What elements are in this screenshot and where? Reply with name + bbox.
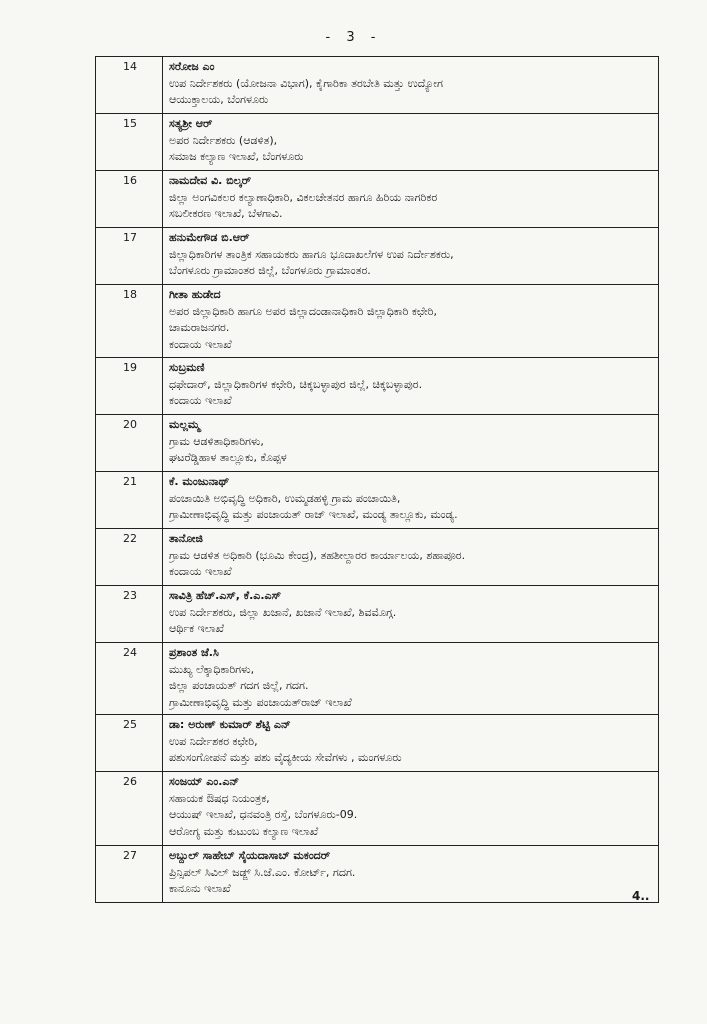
entry-details (163, 358, 659, 415)
person-name: ಡಾ: ಅರುಣ್ ಕುಮಾರ್ ಶೆಟ್ಟಿ ಎನ್ (169, 718, 291, 731)
serial-number: 21 (96, 472, 163, 529)
entry-details (163, 643, 659, 715)
table-row (96, 415, 659, 472)
entry-details (163, 846, 659, 903)
person-name: ಸುಬ್ರಮಣಿ (169, 361, 205, 374)
designation-line: ಗ್ರಾಮ ಆಡಳಿತಾಧಿಕಾರಿಗಳು, (169, 434, 264, 448)
table-row (96, 586, 659, 643)
designation-line: ಗ್ರಾಮೀಣಾಭಿವೃದ್ಧಿ ಮತ್ತು ಪಂಚಾಯತ್‌ರಾಜ್ ಇಲಾಖೆ (169, 695, 352, 709)
awardee-table (95, 56, 659, 903)
designation-line: ಕಾನೂನು ಇಲಾಖೆ (169, 882, 231, 895)
designation-line: ಉಪ ನಿರ್ದೇಶಕರ ಕಛೇರಿ, (169, 734, 258, 748)
table-row (96, 846, 659, 903)
person-name: ಸಂಜಯ್ ಎಂ.ಎನ್ (169, 775, 240, 788)
serial-number: 14 (96, 57, 163, 114)
entry-details (163, 171, 659, 228)
person-name: ಮಲ್ಲಮ್ಮ (169, 418, 200, 431)
designation-line: ಪ್ರಿನ್ಸಿಪಲ್ ಸಿವಿಲ್ ಜಡ್ಜ್ ಸಿ.ಜೆ.ಎಂ. ಕೋರ್ಟ್, ಗದಗ. (169, 865, 356, 879)
designation-line: ಪಶುಸಂಗೋಪನೆ ಮತ್ತು ಪಶು ವೈದ್ಯಕೀಯ ಸೇವೆಗಳು , ಮಂಗಳೂರು (169, 751, 402, 764)
person-name: ಅಬ್ದುಲ್ ಸಾಹೇಬ್ ಸೈಯದಾಸಾಬ್ ಮಕಂದರ್ (169, 849, 331, 862)
designation-line: ಜಿಲ್ಲಾ ಅಂಗವಿಕಲರ ಕಲ್ಯಾಣಾಧಿಕಾರಿ, ವಿಕಲಚೇತನರ ಹಾಗೂ ಹಿರಿಯ ನಾಗರಿಕರ (169, 190, 438, 204)
designation-line: ಸಮಾಜ ಕಲ್ಯಾಣ ಇಲಾಖೆ, ಬೆಂಗಳೂರು (169, 150, 304, 163)
designation-line: ಅಪರ ಜಿಲ್ಲಾಧಿಕಾರಿ ಹಾಗೂ ಅಪರ ಜಿಲ್ಲಾದಂಡಾನಾಧಿಕಾರಿ ಜಿಲ್ಲಾಧಿಕಾರಿ ಕಛೇರಿ, (169, 304, 437, 318)
person-name: ನಾಮದೇವ ವಿ. ಬಿಲ್ಕರ್ (169, 174, 252, 187)
designation-line: ಆಯುಕ್ತಾಲಯ, ಬೆಂಗಳೂರು (169, 93, 269, 106)
page-number: - 3 - (325, 30, 382, 45)
serial-number: 27 (96, 846, 163, 903)
designation-line: ಪಂಚಾಯಿತಿ ಅಭಿವೃದ್ಧಿ ಅಧಿಕಾರಿ, ಉಮ್ಮಡಹಳ್ಳಿ ಗ್ರಾಮ ಪಂಚಾಯಿತಿ, (169, 491, 401, 505)
designation-line: ಆಯುಷ್ ಇಲಾಖೆ, ಧನವಂತ್ರಿ ರಸ್ತೆ, ಬೆಂಗಳೂರು-09. (169, 808, 358, 821)
entry-details (163, 715, 659, 772)
designation-line: ಅಪರ ನಿರ್ದೇಶಕರು (ಆಡಳಿತ), (169, 133, 278, 147)
person-name: ಗೀತಾ ಹುಡೇದ (169, 288, 221, 301)
designation-line: ಜಿಲ್ಲಾ ಪಂಚಾಯತ್ ಗದಗ ಜಿಲ್ಲೆ, ಗದಗ. (169, 679, 309, 692)
table-row (96, 643, 659, 715)
designation-line: ಜಿಲ್ಲಾಧಿಕಾರಿಗಳ ತಾಂತ್ರಿಕ ಸಹಾಯಕರು ಹಾಗೂ ಭೂದಾಖಲೆಗಳ ಉಪ ನಿರ್ದೇಶಕರು, (169, 247, 454, 261)
person-name: ಸರೋಜ ಎಂ (169, 60, 215, 73)
designation-line: ಸಹಾಯಕ ಔಷಧ ನಿಯಂತ್ರಕ, (169, 791, 270, 805)
continued-marker: 4.. (632, 889, 650, 903)
designation-line: ಕಂದಾಯ ಇಲಾಖೆ (169, 394, 232, 407)
table-row (96, 529, 659, 586)
table-row (96, 772, 659, 846)
designation-line: ಆರ್ಥಿಕ ಇಲಾಖೆ (169, 622, 225, 635)
table-row (96, 358, 659, 415)
entry-details (163, 415, 659, 472)
entry-details (163, 57, 659, 114)
table-row (96, 715, 659, 772)
serial-number: 22 (96, 529, 163, 586)
serial-number: 18 (96, 285, 163, 358)
designation-line: ಗ್ರಾಮೀಣಾಭಿವೃದ್ಧಿ ಮತ್ತು ಪಂಚಾಯತ್ ರಾಜ್ ಇಲಾಖೆ, ಮಂಡ್ಯ ತಾಲ್ಲೂಕು, ಮಂಡ್ಯ. (169, 508, 458, 521)
table-row (96, 472, 659, 529)
serial-number: 23 (96, 586, 163, 643)
designation-line: ಬೆಂಗಳೂರು ಗ್ರಾಮಾಂತರ ಜಿಲ್ಲೆ, ಬೆಂಗಳೂರು ಗ್ರಾಮಾಂತರ. (169, 264, 371, 277)
person-name: ಕೆ. ಮಂಜುನಾಥ್ (169, 475, 230, 488)
serial-number: 26 (96, 772, 163, 846)
serial-number: 25 (96, 715, 163, 772)
serial-number: 20 (96, 415, 163, 472)
designation-line: ಘಟರೆಡ್ಡಿಹಾಳ ತಾಲ್ಲೂಕು, ಕೊಪ್ಪಳ (169, 451, 287, 464)
table-row (96, 114, 659, 171)
entry-details (163, 586, 659, 643)
entry-details (163, 114, 659, 171)
serial-number: 15 (96, 114, 163, 171)
designation-line: ಸಬಲೀಕರಣ ಇಲಾಖೆ, ಬೆಳಗಾವಿ. (169, 207, 283, 220)
awardee-table-body (96, 57, 659, 903)
person-name: ಹನುಮೇಗೌಡ ಬಿ.ಆರ್ (169, 231, 250, 244)
designation-line: ಮುಖ್ಯ ಲೆಕ್ಕಾಧಿಕಾರಿಗಳು, (169, 662, 255, 676)
designation-line: ಧಫೇದಾರ್, ಜಿಲ್ಲಾಧಿಕಾರಿಗಳ ಕಛೇರಿ, ಚಿಕ್ಕಬಳ್ಳಾಪುರ ಜಿಲ್ಲೆ, ಚಿಕ್ಕಬಳ್ಳಾಪುರ. (169, 377, 423, 391)
table-row (96, 228, 659, 285)
person-name: ತಾನೋಜಿ (169, 532, 203, 545)
designation-line: ಗ್ರಾಮ ಆಡಳಿತ ಅಧಿಕಾರಿ (ಭೂಮಿ ಕೇಂದ್ರ), ತಹಶೀಲ್ದಾರರ ಕಾರ್ಯಾಲಯ, ಶಹಾಪೂರ. (169, 548, 466, 562)
entry-details (163, 472, 659, 529)
person-name: ಸಾವಿತ್ರಿ ಹೆಚ್.ಎಸ್, ಕೆ.ಎ.ಎಸ್ (169, 589, 282, 602)
entry-details (163, 228, 659, 285)
table-row (96, 57, 659, 114)
designation-line: ಉಪ ನಿರ್ದೇಶಕರು, ಜಿಲ್ಲಾ ಖಜಾನೆ, ಖಜಾನೆ ಇಲಾಖೆ, ಶಿವಮೊಗ್ಗ. (169, 605, 397, 619)
serial-number: 24 (96, 643, 163, 715)
entry-details (163, 772, 659, 846)
serial-number: 17 (96, 228, 163, 285)
person-name: ಸತ್ಯಶ್ರೀ ಆರ್ (169, 117, 213, 130)
designation-line: ಉಪ ನಿರ್ದೇಶಕರು (ಯೋಜನಾ ವಿಭಾಗ), ಕೈಗಾರಿಕಾ ತರಬೇತಿ ಮತ್ತು ಉದ್ಯೋಗ (169, 76, 443, 90)
person-name: ಪ್ರಶಾಂತ ಜೆ.ಸಿ (169, 646, 219, 659)
designation-line: ಆರೋಗ್ಯ ಮತ್ತು ಕುಟುಂಬ ಕಲ್ಯಾಣ ಇಲಾಖೆ (169, 824, 319, 838)
serial-number: 16 (96, 171, 163, 228)
serial-number: 19 (96, 358, 163, 415)
entry-details (163, 285, 659, 358)
table-row (96, 285, 659, 358)
table-row (96, 171, 659, 228)
designation-line: ಕಂದಾಯ ಇಲಾಖೆ (169, 565, 232, 578)
entry-details (163, 529, 659, 586)
designation-line: ಕಂದಾಯ ಇಲಾಖೆ (169, 337, 232, 351)
designation-line: ಚಾಮರಾಜನಗರ. (169, 321, 230, 334)
